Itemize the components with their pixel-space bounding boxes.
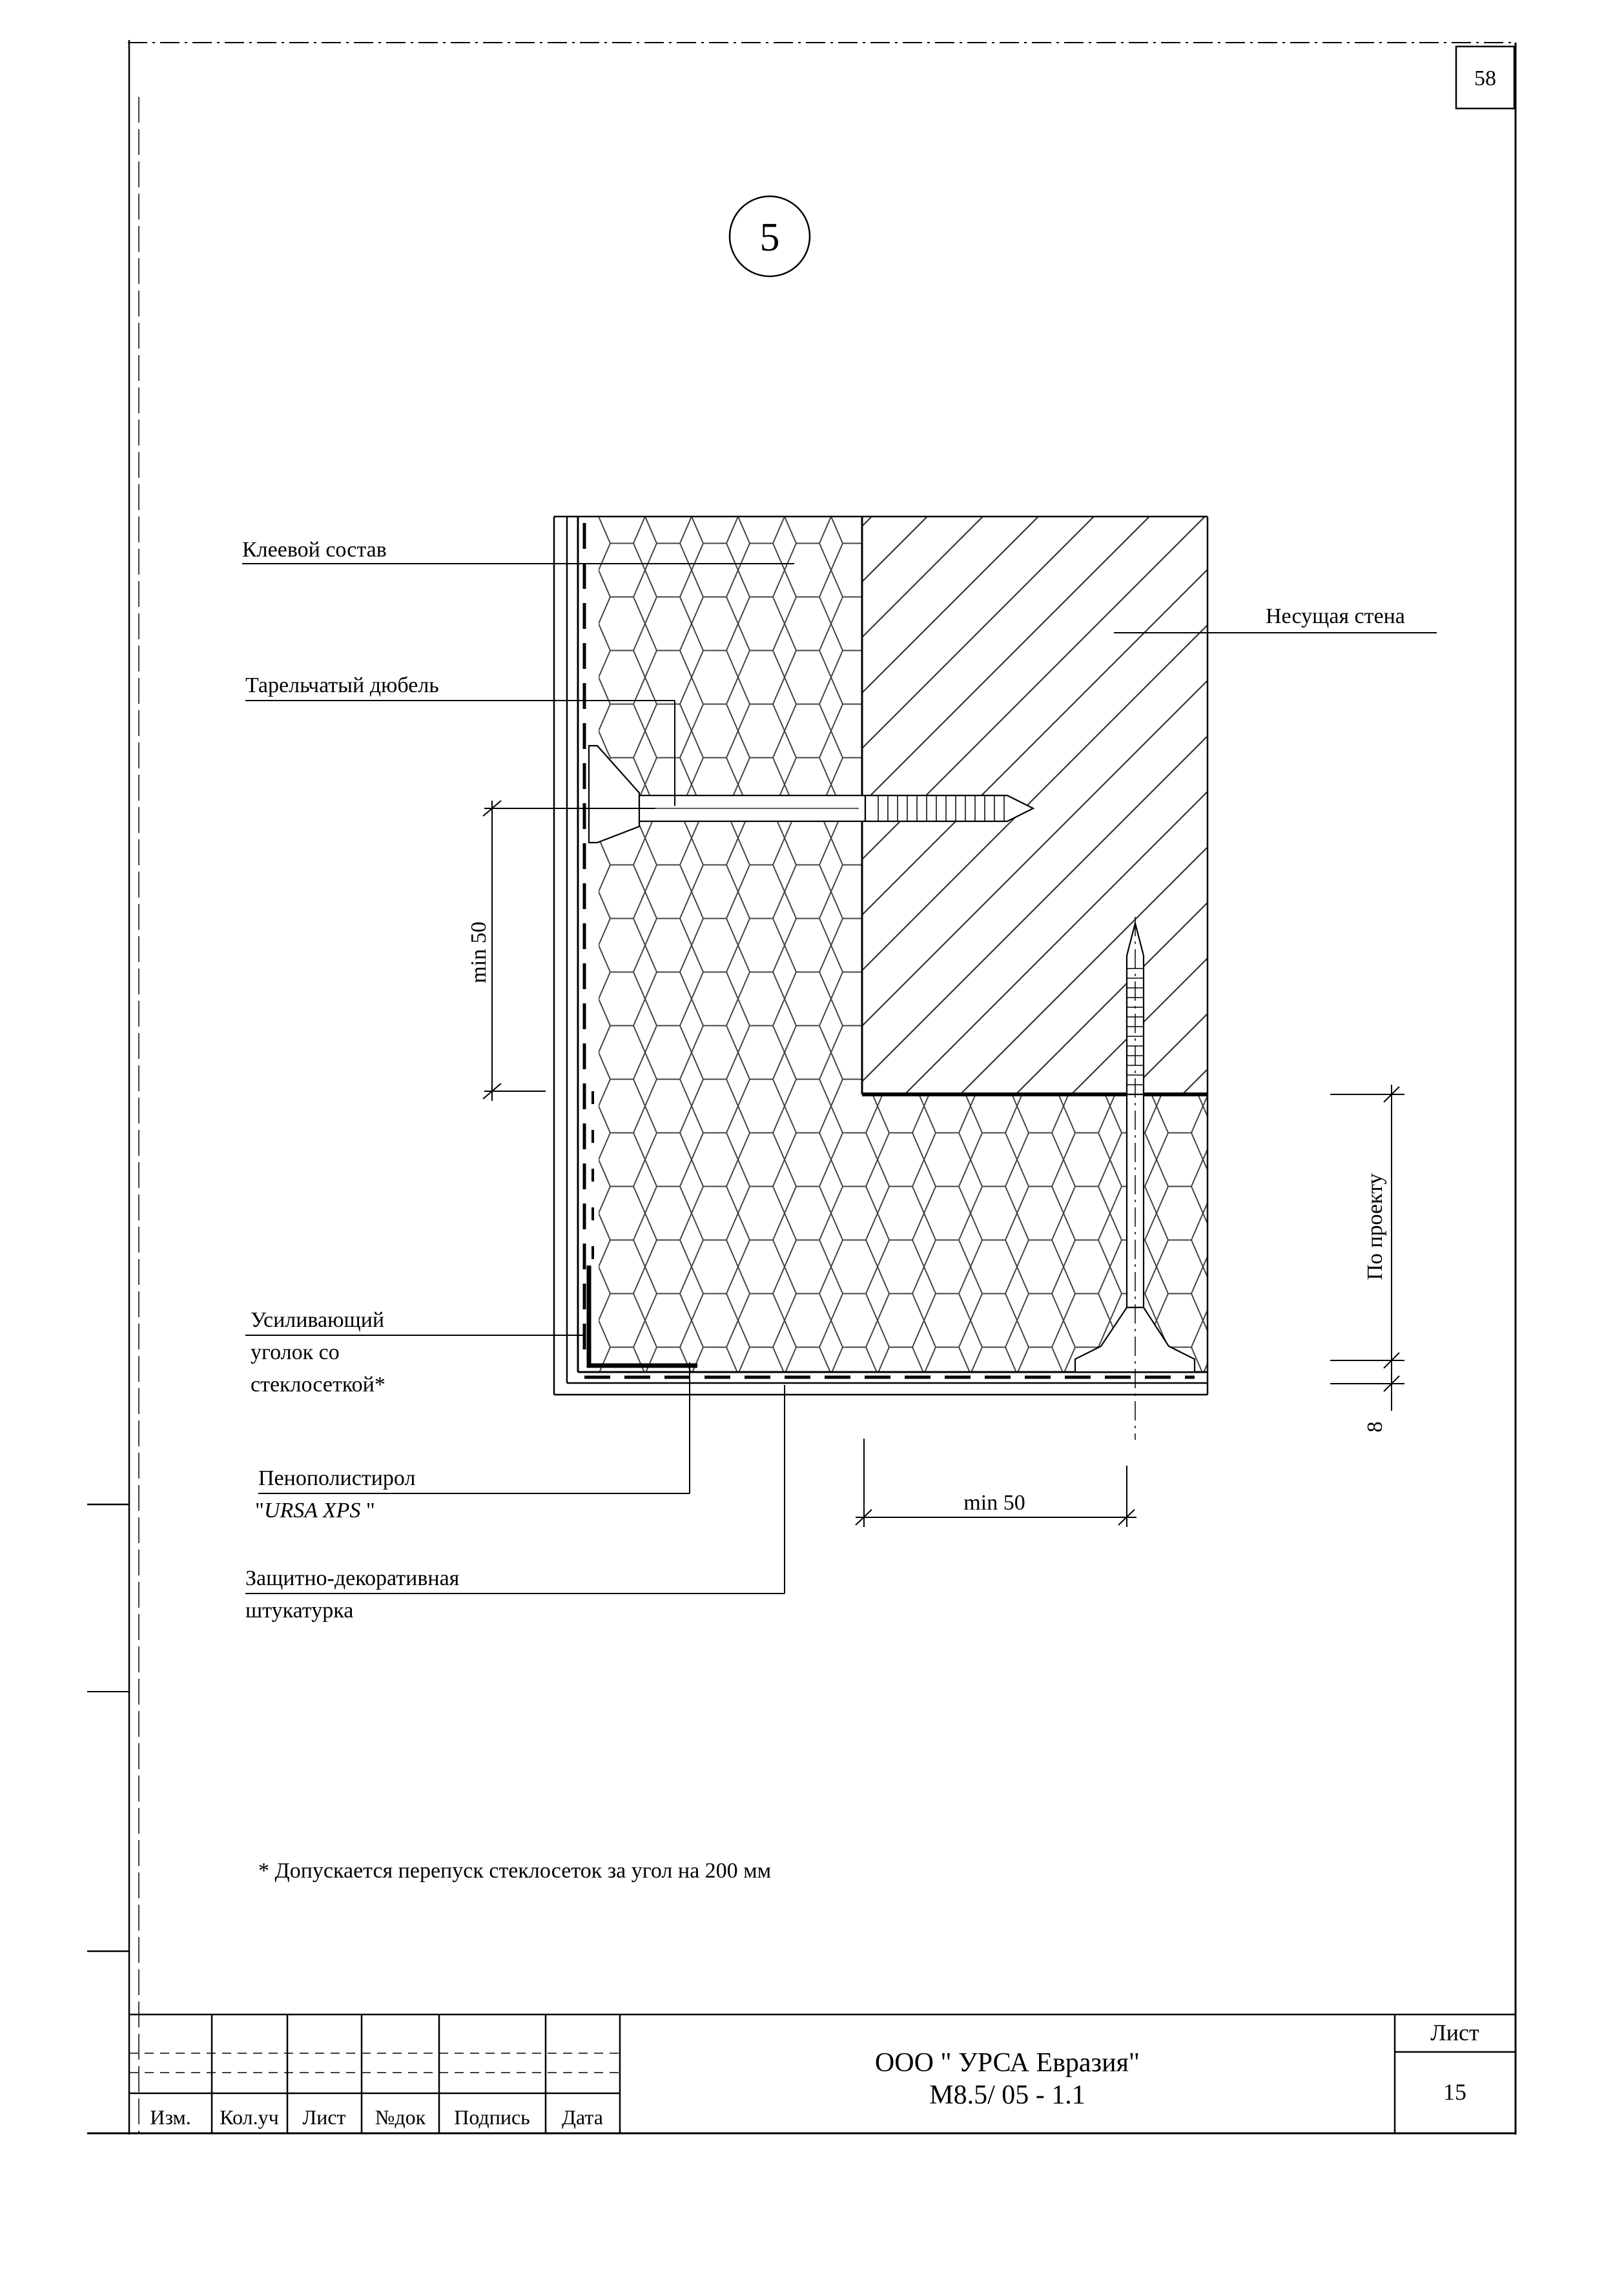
label-plaster-1: Защитно-декоративная bbox=[245, 1566, 460, 1590]
sheet-label: Лист bbox=[1430, 2020, 1479, 2045]
col-data: Дата bbox=[562, 2106, 603, 2129]
label-adhesive: Клеевой состав bbox=[242, 538, 387, 562]
col-ndok: №док bbox=[375, 2106, 426, 2129]
dim-per-project: По проекту bbox=[1363, 1173, 1387, 1280]
document-code: М8.5/ 05 - 1.1 bbox=[929, 2080, 1085, 2110]
label-load-wall: Несущая стена bbox=[1266, 604, 1405, 628]
label-plaster-2: штукатурка bbox=[245, 1599, 354, 1623]
company-name: ООО " УРСА Евразия" bbox=[874, 2048, 1140, 2078]
corner-page-number: 58 bbox=[1474, 67, 1496, 90]
dim-min50-vertical: min 50 bbox=[467, 921, 491, 983]
corner-page-number-box bbox=[1456, 46, 1514, 108]
label-foam-quote-close: " bbox=[360, 1499, 375, 1522]
section-drawing bbox=[242, 517, 1437, 1623]
col-kol: Кол.уч bbox=[220, 2106, 279, 2129]
label-corner-2: уголок со bbox=[251, 1340, 340, 1364]
label-foam-2 bbox=[255, 1499, 375, 1522]
label-foam-brand: URSA XPS bbox=[263, 1499, 361, 1522]
insulation-upper bbox=[599, 517, 862, 1372]
sheet-number: 15 bbox=[1443, 2079, 1466, 2105]
label-foam-quote-open: " bbox=[255, 1499, 264, 1522]
title-block bbox=[129, 2014, 1516, 2133]
detail-number: 5 bbox=[759, 216, 780, 260]
label-corner-3: стеклосеткой* bbox=[251, 1373, 386, 1397]
col-izm: Изм. bbox=[150, 2106, 191, 2129]
label-corner-1: Усиливающий bbox=[251, 1308, 385, 1332]
col-podpis: Подпись bbox=[454, 2106, 530, 2129]
col-list: Лист bbox=[302, 2106, 346, 2129]
dim-min50-horizontal: min 50 bbox=[963, 1491, 1025, 1515]
dim-eight: 8 bbox=[1363, 1421, 1387, 1433]
label-foam-1: Пенополистирол bbox=[258, 1466, 416, 1490]
label-dowel: Тарельчатый дюбель bbox=[245, 673, 439, 697]
detail-callout bbox=[730, 196, 810, 276]
footnote: * Допускается перепуск стеклосеток за угол на 200 мм bbox=[258, 1859, 772, 1883]
